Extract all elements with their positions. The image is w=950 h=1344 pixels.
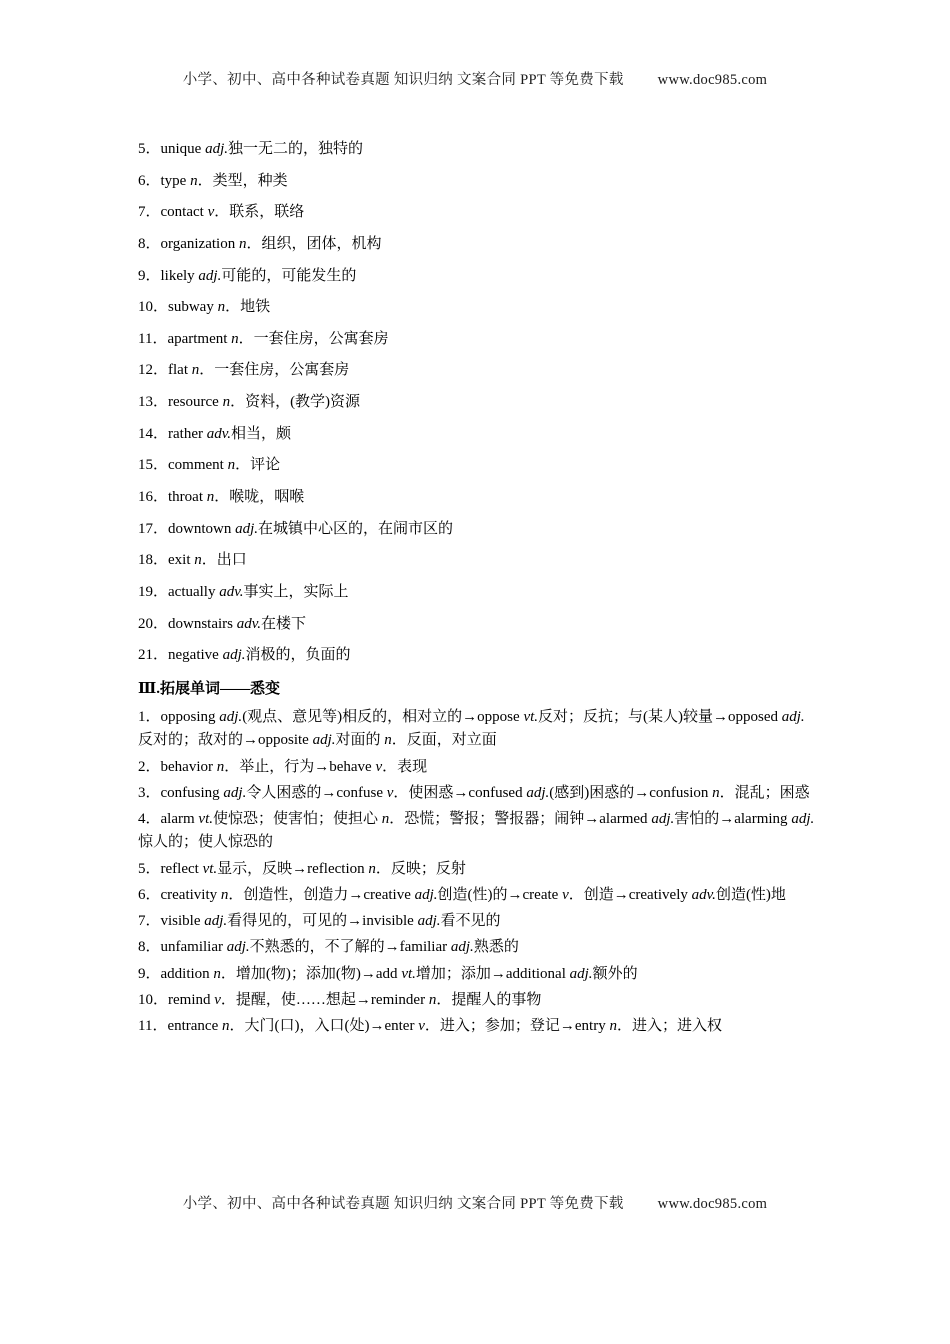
list-item: 15．comment n．评论	[138, 457, 281, 474]
list-item: 14．rather adv.相当，颇	[138, 425, 292, 442]
list-item: 17．downtown adj.在城镇中心区的，在闹市区的	[138, 520, 454, 537]
list-item: 6．creativity n．创造性，创造力→creative adj.创造(性)的→create v．创造→creatively adv.创造(性)地	[138, 886, 786, 903]
list-item: 20．downstairs adv.在楼下	[138, 615, 307, 632]
list-item: 8．organization n．组织，团体，机构	[138, 235, 382, 252]
list-item: 21．negative adj.消极的，负面的	[138, 647, 351, 664]
list-item: 19．actually adv.事实上，实际上	[138, 583, 349, 600]
list-item: 18．exit n．出口	[138, 552, 247, 569]
list-item: 3．confusing adj.令人困惑的→confuse v．使困惑→confused adj.(感到)困惑的→confusion n．混乱；困惑	[138, 784, 810, 801]
extended-list	[138, 706, 818, 1038]
list-item: 8．unfamiliar adj.不熟悉的，不了解的→familiar adj.熟悉的	[138, 939, 519, 956]
vocab-list	[138, 138, 818, 668]
list-item: 4．alarm vt.使惊恐；使害怕；使担心 n．恐慌；警报；警报器；闹钟→alarmed adj.害怕的→alarming adj.惊人的；使人惊恐的	[138, 811, 815, 851]
list-item: 13．resource n．资料，(教学)资源	[138, 394, 361, 411]
list-item: 7．visible adj.看得见的，可见的→invisible adj.看不见的	[138, 913, 501, 929]
header-text: 小学、初中、高中各种试卷真题 知识归纳 文案合同 PPT 等免费下载	[182, 72, 624, 88]
list-item: 12．flat n．一套住房，公寓套房	[138, 362, 350, 379]
list-item: 11．entrance n．大门(口)，入口(处)→enter v．进入；参加；登记→entry n．进入；进入权	[138, 1018, 722, 1034]
footer-url: www.doc985.com	[657, 1196, 768, 1212]
list-item: 16．throat n．喉咙，咽喉	[138, 489, 305, 506]
list-item: 11．apartment n．一套住房，公寓套房	[138, 330, 389, 347]
list-item: 6．type n．类型，种类	[138, 172, 288, 189]
list-item: 5．reflect vt.显示，反映→reflection n．反映；反射	[138, 860, 466, 877]
list-item: 9．addition n．增加(物)；添加(物)→add vt.增加；添加→additional adj.额外的	[138, 965, 638, 982]
footer-text: 小学、初中、高中各种试卷真题 知识归纳 文案合同 PPT 等免费下载	[182, 1196, 624, 1212]
list-item: 2．behavior n．举止，行为→behave v．表现	[138, 758, 428, 775]
list-item: 1．opposing adj.(观点、意见等)相反的，相对立的→oppose vt.反对；反抗；与(某人)较量→opposed adj.反对的；敌对的→opposite adj.对面的 n．反面，对立面	[138, 709, 805, 749]
header-url: www.doc985.com	[657, 72, 768, 88]
list-item: 7．contact v．联系，联络	[138, 204, 305, 221]
list-item: 10．subway n．地铁	[138, 299, 271, 316]
page-footer	[0, 1192, 950, 1213]
list-item: 9．likely adj.可能的，可能发生的	[138, 267, 357, 284]
list-item: 5．unique adj.独一无二的，独特的	[138, 141, 364, 157]
list-item: 10．remind v．提醒，使……想起→reminder n．提醒人的事物	[138, 991, 542, 1008]
section-heading: Ⅲ.拓展单词——悉变	[138, 680, 281, 697]
page-header	[0, 68, 950, 89]
document-content	[138, 138, 818, 1041]
